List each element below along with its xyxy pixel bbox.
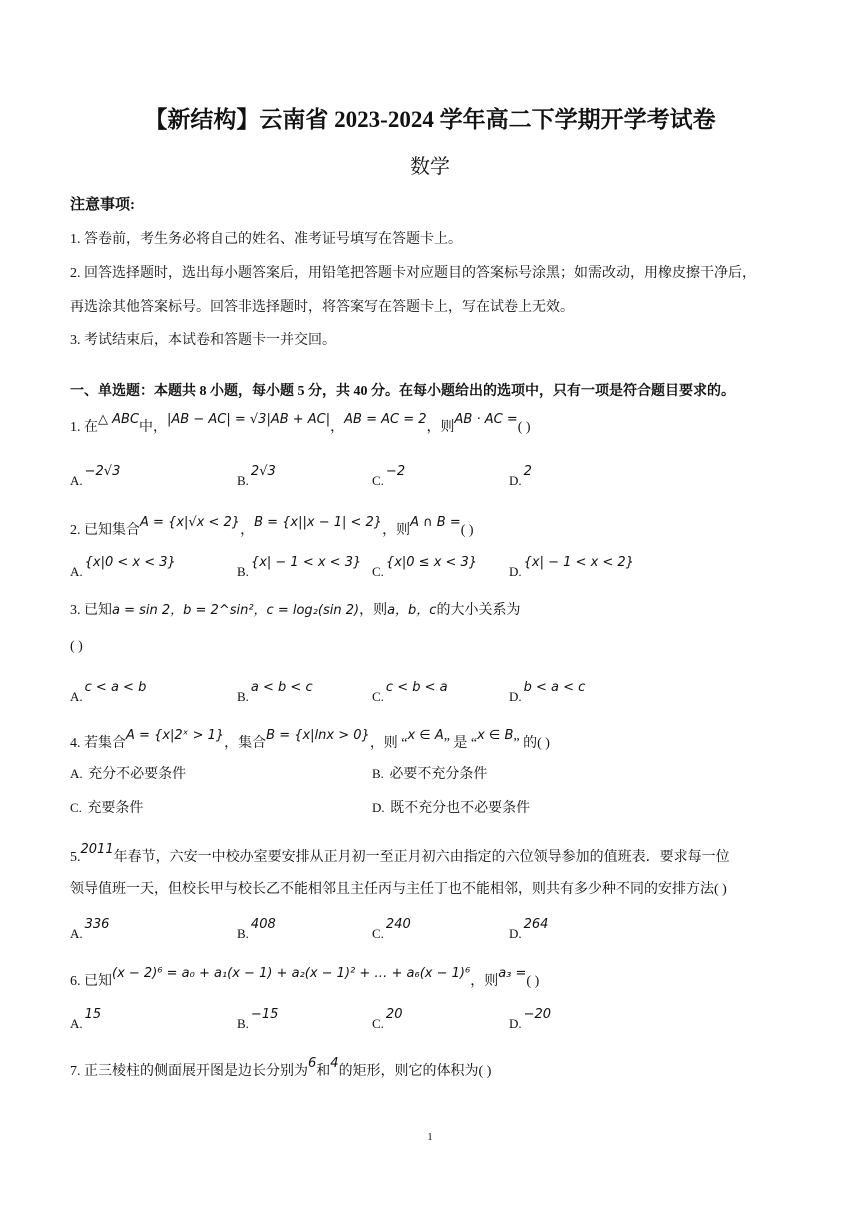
q3-text: 的大小关系为: [436, 603, 521, 618]
q3-option-b: B.a < b < c: [237, 680, 313, 704]
q6-option-a: A.15: [70, 1007, 102, 1031]
page-number: 1: [427, 1131, 433, 1143]
q7-text: 的矩形，则它的体积为( ): [338, 1064, 492, 1079]
question-1: [70, 412, 531, 436]
q2-paren: ( ): [460, 523, 474, 538]
notice-item: 1. 答卷前，考生务必将自己的姓名、准考证号填写在答题卡上。: [70, 232, 462, 247]
q6-paren: ( ): [526, 974, 540, 989]
q5-option-b: B.408: [237, 917, 276, 941]
exam-title: 【新结构】云南省 2023-2024 学年高二下学期开学考试卷: [144, 107, 716, 132]
q3-text: ，则: [359, 603, 388, 618]
q5-option-c: C.240: [372, 917, 411, 941]
q5-option-a: A.336: [70, 917, 110, 941]
q4-math: B = {x|lnx > 0}: [266, 728, 370, 743]
q4-math: x ∈ B: [477, 728, 514, 743]
question-6: [70, 966, 540, 990]
q4-text: ” 是 “: [443, 736, 478, 751]
q1-math: AB = AC = 2: [344, 412, 427, 427]
q4-text: 4. 若集合: [70, 736, 126, 751]
q2-option-b: B.{x| − 1 < x < 3}: [237, 555, 362, 579]
q3-paren: ( ): [70, 639, 83, 654]
q6-text: ，则: [470, 974, 499, 989]
q2-text: 2. 已知集合: [70, 523, 140, 538]
q4-math: A = {x|2ˣ > 1}: [126, 728, 225, 743]
q4-option-a: A. 充分不必要条件: [70, 766, 187, 782]
q7-text: 和: [316, 1064, 331, 1079]
q4-math: x ∈ A: [407, 728, 444, 743]
notice-heading: 注意事项:: [70, 197, 135, 213]
q5-text-line2: 领导值班一天，但校长甲与校长乙不能相邻且主任丙与主任丁也不能相邻，则共有多少种不同的安排方法( ): [70, 882, 727, 897]
q4-text: ” 的( ): [513, 736, 550, 751]
q6-option-c: C.20: [372, 1007, 403, 1031]
q7-math: 4: [330, 1056, 339, 1071]
q3-option-d: D.b < a < c: [509, 680, 586, 704]
notice-item: 2. 回答选择题时，选出每小题答案后，用铅笔把答题卡对应题目的答案标号涂黑；如需改动，用橡皮擦干净后，: [70, 266, 756, 281]
q1-math: △ ABC: [98, 412, 140, 427]
q5-option-d: D.264: [509, 917, 549, 941]
q6-option-b: B.−15: [237, 1007, 279, 1031]
q5-text: 年春节，六安一中校办室要安排从正月初一至正月初六由指定的六位领导参加的值班表．要求每一位: [113, 850, 730, 865]
q4-option-d: D. 既不充分也不必要条件: [372, 800, 531, 816]
q5-math: 2011: [80, 842, 114, 857]
q1-text: ，: [330, 420, 345, 435]
question-3: [70, 599, 520, 619]
q6-math: a₃ =: [498, 966, 527, 981]
question-7: [70, 1056, 492, 1080]
q2-option-c: C.{x|0 ≤ x < 3}: [372, 555, 478, 579]
section-heading: 一、单选题：本题共 8 小题，每小题 5 分，共 40 分。在每小题给出的选项中，只有一项是符合题目要求的。: [70, 384, 735, 399]
q2-text: ，则: [382, 523, 411, 538]
subject-title: 数学: [410, 156, 450, 178]
q4-option-c: C. 充要条件: [70, 800, 144, 816]
q2-math: A = {x|√x < 2}: [140, 515, 241, 530]
q1-text: 中，: [139, 420, 168, 435]
q2-math: B = {x||x − 1| < 2}: [254, 515, 383, 530]
q5-text: 5.: [70, 850, 81, 865]
q7-math: 6: [308, 1056, 317, 1071]
question-5: [70, 842, 730, 866]
q2-text: ，: [240, 523, 255, 538]
q2-math: A ∩ B =: [410, 515, 461, 530]
q1-math: AB · AC =: [454, 412, 518, 427]
q1-option-c: C.−2: [372, 464, 406, 488]
question-4: [70, 728, 550, 752]
notice-item: 3. 考试结束后，本试卷和答题卡一并交回。: [70, 333, 336, 348]
q1-option-d: D.2: [509, 464, 532, 488]
q3-option-a: A.c < a < b: [70, 680, 147, 704]
q3-option-c: C.c < b < a: [372, 680, 448, 704]
q2-option-d: D.{x| − 1 < x < 2}: [509, 555, 634, 579]
q1-text: ，则: [426, 420, 455, 435]
question-2: [70, 515, 474, 539]
q1-paren: ( ): [517, 420, 531, 435]
q4-option-b: B. 必要不充分条件: [372, 766, 488, 782]
q3-math: a = sin 2，b = 2^sin²，c = log₂(sin 2): [112, 603, 360, 618]
q3-math: a，b，c: [387, 603, 437, 618]
q6-text: 6. 已知: [70, 974, 112, 989]
q6-option-d: D.−20: [509, 1007, 552, 1031]
q3-text: 3. 已知: [70, 603, 112, 618]
q1-option-b: B.2√3: [237, 464, 276, 488]
q1-math: |AB − AC| = √3|AB + AC|: [167, 412, 331, 427]
q7-text: 7. 正三棱柱的侧面展开图是边长分别为: [70, 1064, 308, 1079]
q1-option-a: A.−2√3: [70, 464, 121, 488]
q4-text: ，集合: [224, 736, 267, 751]
q2-option-a: A.{x|0 < x < 3}: [70, 555, 176, 579]
notice-item: 再选涂其他答案标号。回答非选择题时，将答案写在答题卡上，写在试卷上无效。: [70, 300, 574, 315]
q1-text: 1. 在: [70, 420, 98, 435]
q4-text: ，则 “: [369, 736, 408, 751]
q6-math: (x − 2)⁶ = a₀ + a₁(x − 1) + a₂(x − 1)² + … + a₆(x − 1)⁶: [112, 966, 471, 981]
